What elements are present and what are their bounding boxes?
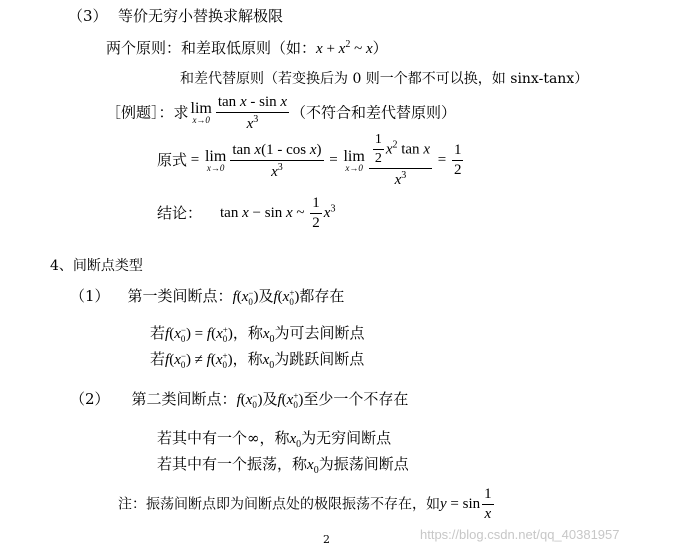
example-note: （不符合和差代替原则） [291, 103, 457, 122]
oscillating-prefix: 若其中有一个振荡，称 [157, 455, 308, 473]
type2-label: 第二类间断点： [131, 390, 237, 408]
jump-mid: ，称 [232, 350, 263, 368]
oscillating-line: 若其中有一个振荡，称$x_0$为振荡间断点 [157, 455, 409, 476]
conclusion-line: 结论： tan x − sin x ~ $\frac{1}{2}$ $x^3$ [157, 195, 336, 231]
type1-number: （1） [70, 287, 110, 305]
infinite-suffix: 为无穷间断点 [301, 429, 392, 447]
formula-and-low: x [316, 41, 323, 57]
type2-cond-suffix: 至少一个不存在 [303, 390, 409, 408]
jump-prefix: 若 [150, 350, 166, 368]
lim-operator: lim x→0 [190, 100, 212, 125]
type2-line: （2） 第二类间断点：f(x − 0 )及f(x + 0 )至少一个不存在 [70, 390, 409, 410]
removable-line: 若f(x − 0 ) = f(x + 0 )，称$x_0$为可去间断点 [150, 324, 365, 345]
note-text: 注：振荡间断点即为间断点处的极限振荡不存在，如 [118, 496, 440, 513]
section4-title: 间断点类型 [72, 258, 143, 274]
note-line: 注：振荡间断点即为间断点处的极限振荡不存在，如y = sin $\frac{1}{x}$ [118, 486, 492, 522]
conclusion-label: 结论： [157, 204, 203, 222]
example-fraction: $\frac{\text{tan x - sin x}}{x^3}$ [217, 94, 288, 132]
section3-number: （3） [68, 7, 108, 25]
principle-1-line: 两个原则：和差取低原则（如：$x + x^2$ ~ x） [106, 39, 388, 57]
example-line [106, 94, 456, 132]
watermark: https://blog.csdn.net/qq_40381957 [420, 527, 620, 542]
removable-prefix: 若 [150, 324, 166, 342]
section4-header [50, 259, 143, 273]
principles-label: 两个原则：和差取低原则（如： [106, 39, 317, 57]
type1-label: 第一类间断点： [127, 287, 233, 305]
type1-cond-suffix: 都存在 [299, 287, 345, 305]
principles-close: ） [372, 39, 388, 57]
jump-suffix: 为跳跃间断点 [274, 350, 365, 368]
removable-suffix: 为可去间断点 [274, 324, 365, 342]
page-number: 2 [323, 533, 330, 546]
type1-line: （1） 第一类间断点：f(x − 0 )及f(x + 0 )都存在 [70, 287, 345, 307]
infinite-line: 若其中有一个∞，称$x_0$为无穷间断点 [157, 429, 392, 450]
original-label: 原式 [157, 151, 188, 169]
section3-title: 等价无穷小替换求解极限 [118, 7, 284, 25]
principle-2-line: 和差代替原则（若变换后为 0 则一个都不可以换，如 sinx-tanx） [180, 71, 589, 87]
original-formula: 原式 = lim x→0 $\frac{\text{tan x(1 - cos x)}}{x^3}$ = lim x→0 $\frac{1}{2}$ $x^2$ tan x $x^3$ = $\frac{1}{2}$ [157, 132, 462, 188]
oscillating-suffix: 为振荡间断点 [318, 455, 409, 473]
type2-number: （2） [70, 390, 110, 408]
infinite-prefix: 若其中有一个∞，称 [157, 429, 290, 447]
jump-line: 若f(x − 0 ) ≠ f(x + 0 )，称$x_0$为跳跃间断点 [150, 350, 365, 371]
section4-number: 4、 [50, 258, 73, 274]
example-label: ［例题］：求 [106, 103, 189, 122]
removable-mid: ，称 [232, 324, 263, 342]
